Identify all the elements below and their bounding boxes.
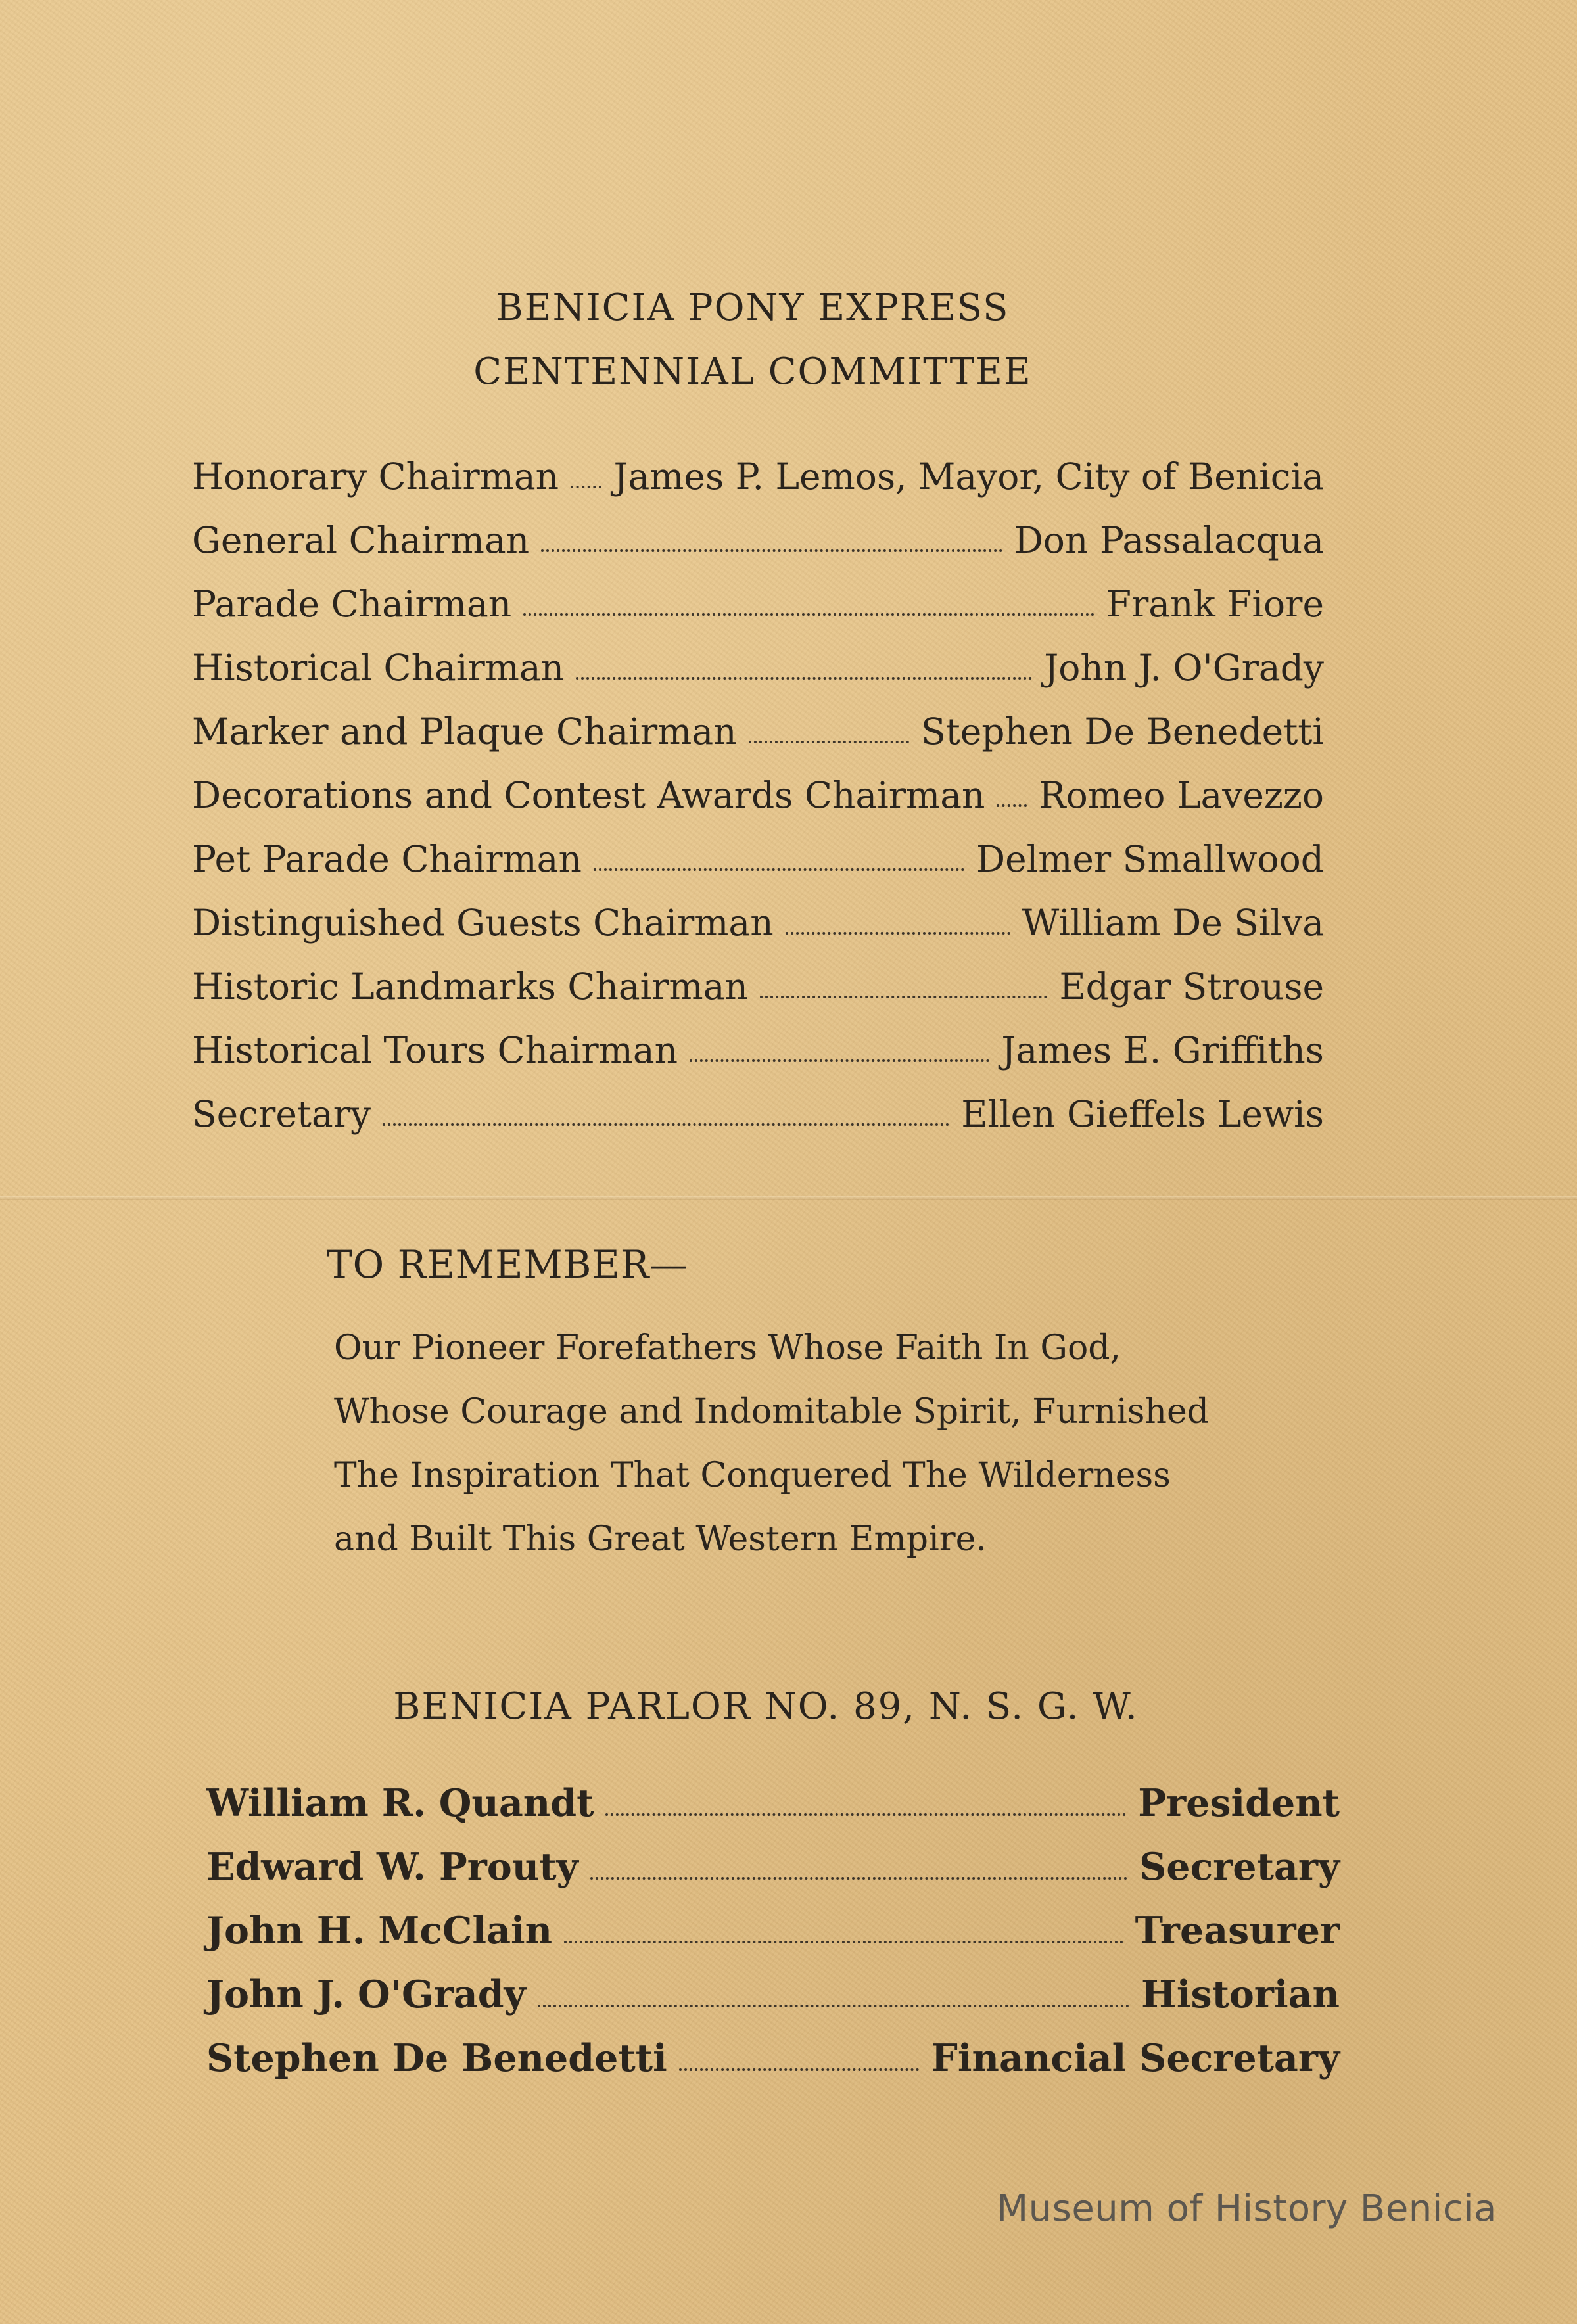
officer-name: Stephen De Benedetti (206, 2036, 667, 2080)
officer-office: Historian (1141, 1972, 1340, 2016)
remember-text: Our Pioneer Forefathers Whose Faith In God, Whose Courage and Indomitable Spirit, Furnished The Inspiration That Conquered The Wilderness and Built This Great Western Empire. (334, 1328, 1210, 1559)
committee-role: Parade Chairman (192, 583, 512, 625)
dot-leader (786, 931, 1010, 935)
dot-leader (605, 1813, 1126, 1816)
committee-row (192, 561, 1324, 625)
committee-list (192, 434, 1324, 1135)
committee-role: Historical Tours Chairman (192, 1029, 678, 1071)
committee-role: Decorations and Contest Awards Chairman (192, 774, 985, 816)
committee-member-name: Romeo Lavezzo (1039, 774, 1324, 816)
officer-name: William R. Quandt (206, 1781, 594, 1825)
parlor-title: BENICIA PARLOR NO. 89, N. S. G. W. (393, 1685, 1139, 1728)
committee-row (192, 816, 1324, 880)
committee-member-name: Edgar Strouse (1059, 965, 1324, 1008)
parlor-officer-row (206, 1761, 1340, 1825)
committee-member-name: James E. Griffiths (1001, 1029, 1324, 1071)
officer-office: President (1138, 1781, 1340, 1825)
dot-leader (690, 1059, 989, 1062)
parlor-officer-row (206, 1953, 1340, 2016)
committee-row (192, 880, 1324, 944)
committee-member-name: Delmer Smallwood (976, 838, 1324, 880)
committee-row (192, 1071, 1324, 1135)
committee-title-line1: BENICIA PONY EXPRESS (496, 287, 1010, 329)
dot-leader (760, 995, 1048, 998)
parlor-officer-row (206, 1825, 1340, 1889)
dot-leader (997, 804, 1027, 807)
dot-leader (571, 485, 601, 488)
committee-role: Pet Parade Chairman (192, 838, 582, 880)
committee-role: Secretary (192, 1093, 371, 1135)
committee-row (192, 1008, 1324, 1071)
committee-row (192, 753, 1324, 816)
dot-leader (749, 740, 909, 743)
dot-leader (594, 868, 964, 871)
officer-office: Financial Secretary (931, 2036, 1340, 2080)
parlor-officers-list (206, 1761, 1340, 2080)
dot-leader (541, 549, 1002, 552)
dot-leader (576, 676, 1032, 680)
officer-name: Edward W. Prouty (206, 1845, 578, 1889)
remember-title: TO REMEMBER— (327, 1242, 689, 1287)
committee-member-name: John J. O'Grady (1044, 647, 1324, 689)
committee-role: Historical Chairman (192, 647, 565, 689)
committee-role: Distinguished Guests Chairman (192, 902, 774, 944)
museum-watermark: Museum of History Benicia (996, 2187, 1497, 2230)
committee-role: Marker and Plaque Chairman (192, 710, 737, 753)
officer-office: Treasurer (1135, 1909, 1340, 1953)
committee-title-line2: CENTENNIAL COMMITTEE (473, 350, 1032, 393)
dot-leader (590, 1876, 1127, 1880)
committee-member-name: James P. Lemos, Mayor, City of Benicia (613, 455, 1324, 498)
officer-name: John J. O'Grady (206, 1972, 526, 2016)
dot-leader (679, 2068, 920, 2071)
officer-office: Secretary (1139, 1845, 1340, 1889)
committee-row (192, 944, 1324, 1008)
committee-row (192, 625, 1324, 689)
parlor-officer-row (206, 2016, 1340, 2080)
committee-member-name: Stephen De Benedetti (920, 710, 1324, 753)
committee-member-name: Don Passalacqua (1014, 519, 1324, 561)
dot-leader (538, 2004, 1129, 2007)
dot-leader (564, 1940, 1123, 1943)
committee-role: Historic Landmarks Chairman (192, 965, 748, 1008)
committee-role: General Chairman (192, 519, 530, 561)
officer-name: John H. McClain (206, 1909, 553, 1953)
dot-leader (383, 1123, 949, 1126)
committee-member-name: William De Silva (1022, 902, 1324, 944)
committee-member-name: Ellen Gieffels Lewis (961, 1093, 1324, 1135)
dot-leader (523, 613, 1094, 616)
committee-role: Honorary Chairman (192, 455, 559, 498)
committee-row (192, 434, 1324, 498)
committee-row (192, 689, 1324, 753)
parlor-officer-row (206, 1889, 1340, 1953)
committee-member-name: Frank Fiore (1106, 583, 1324, 625)
committee-row (192, 498, 1324, 561)
paper-fold-line (0, 1196, 1577, 1200)
